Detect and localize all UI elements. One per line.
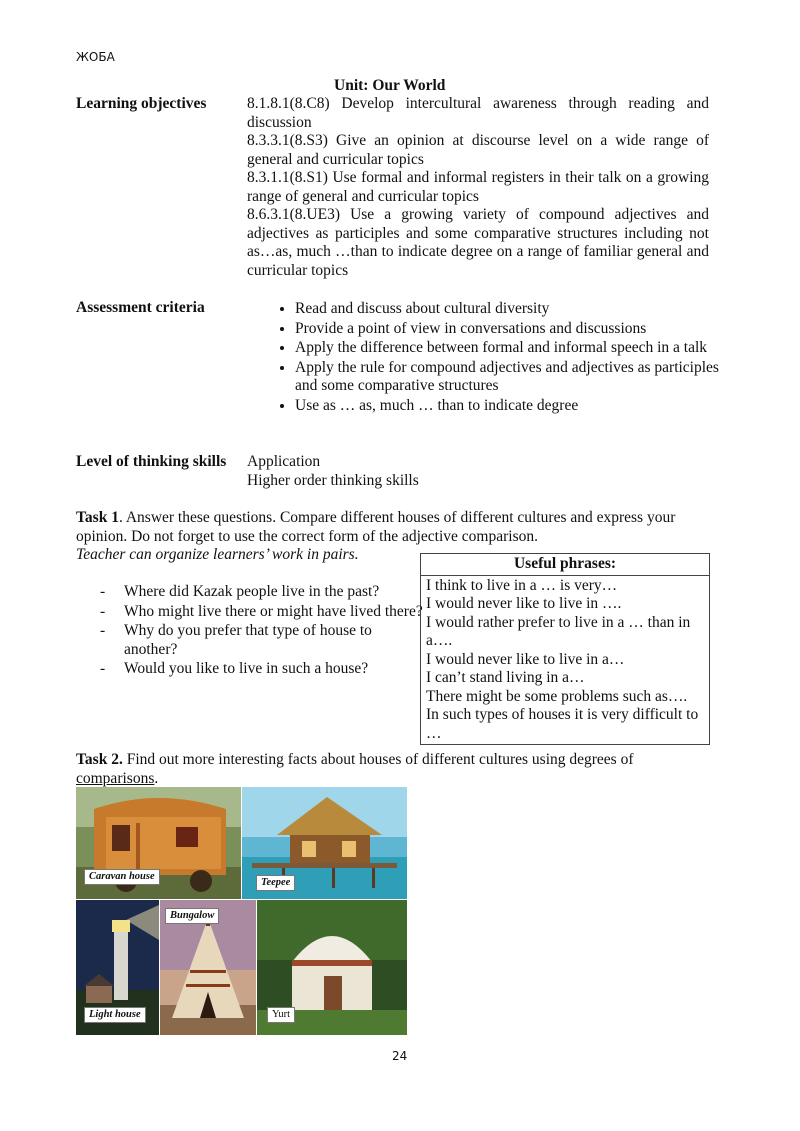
bungalow-caption: Bungalow (165, 908, 219, 924)
criteria-item: • Apply the difference between formal and informal speech in a talk (295, 339, 735, 358)
learning-objectives-list (247, 95, 709, 280)
criteria-item: • Apply the rule for compound adjectives and adjectives as participles and some comparative structures (295, 359, 735, 396)
thinking-skills-values (247, 453, 419, 490)
objective-item: 8.3.3.1(8.S3) Give an opinion at discourse level on a wide range of general and curricular topics (247, 132, 709, 168)
teepee-caption: Teepee (256, 875, 295, 891)
question-item: - Why do you prefer that type of house to another? (124, 622, 424, 659)
assessment-criteria-label: Assessment criteria (76, 299, 205, 316)
caravan-house-photo (76, 787, 241, 899)
yurt-caption: Yurt (267, 1007, 295, 1023)
task1-teacher-note: Teacher can organize learners’ work in pairs. (76, 546, 359, 563)
objective-item: 8.6.3.1(8.UE3) Use a growing variety of compound adjectives and adjectives as participles and some comparative structures including not as…as, much …than to indicate degree on a range of familiar general and curricular topics (247, 206, 709, 279)
phrase-item: I would never like to live in a… (426, 650, 625, 668)
objective-item: 8.3.1.1(8.S1) Use formal and informal registers in their talk on a growing range of general and curricular topics (247, 169, 709, 205)
useful-phrases-box (420, 553, 710, 745)
houses-photo-collage (76, 787, 407, 1035)
task2-label: Task 2. (76, 751, 123, 768)
useful-phrases-list (421, 576, 709, 745)
thinking-skills-label: Level of thinking skills (76, 453, 227, 470)
teepee-photo (242, 787, 407, 899)
caravan-house-caption: Caravan house (84, 869, 160, 885)
objective-item: 8.1.8.1(8.C8) Develop intercultural awareness through reading and discussion (247, 95, 709, 131)
phrase-item: I would rather prefer to live in a … than in a…. (426, 613, 691, 649)
lighthouse-photo (76, 900, 159, 1035)
task1-label: Task 1 (76, 509, 119, 526)
task1-text: . Answer these questions. Compare different houses of different cultures and express your opinion. Do not forget to use the correct form of the adjective comparison. (76, 509, 676, 545)
assessment-criteria-list (270, 300, 735, 416)
phrase-item: I think to live in a … is very… (426, 576, 618, 594)
task2-instructions (76, 751, 676, 788)
page-number: 24 (392, 1049, 408, 1063)
task2-text: Find out more interesting facts about houses of different cultures using degrees of (122, 751, 634, 768)
task2-underlined-word: comparisons (76, 769, 155, 787)
unit-title: Unit: Our World (334, 77, 446, 94)
thinking-skill-item: Higher order thinking skills (247, 471, 419, 489)
question-item: - Would you like to live in such a house? (124, 660, 424, 679)
phrase-item: There might be some problems such as…. (426, 687, 688, 705)
task1-instructions (76, 509, 716, 546)
learning-objectives-label: Learning objectives (76, 95, 207, 112)
criteria-item: • Read and discuss about cultural diversity (295, 300, 735, 319)
bungalow-photo (160, 900, 256, 1035)
criteria-item: • Use as … as, much … than to indicate degree (295, 397, 735, 416)
phrase-item: I would never like to live in …. (426, 595, 622, 612)
useful-phrases-title: Useful phrases: (421, 554, 709, 576)
question-item: - Who might live there or might have lived there? (124, 603, 424, 622)
document-header-tag: ЖОБА (76, 50, 115, 64)
question-item: - Where did Kazak people live in the past? (124, 583, 424, 602)
thinking-skill-item: Application (247, 453, 321, 470)
lighthouse-caption: Light house (84, 1007, 146, 1023)
yurt-photo (257, 900, 407, 1035)
phrase-item: I can’t stand living in a… (426, 669, 585, 686)
phrase-item: In such types of houses it is very difficult to … (426, 706, 699, 742)
task2-text-end: . (154, 769, 159, 787)
criteria-item: • Provide a point of view in conversations and discussions (295, 320, 735, 339)
task1-questions-list (100, 583, 424, 680)
